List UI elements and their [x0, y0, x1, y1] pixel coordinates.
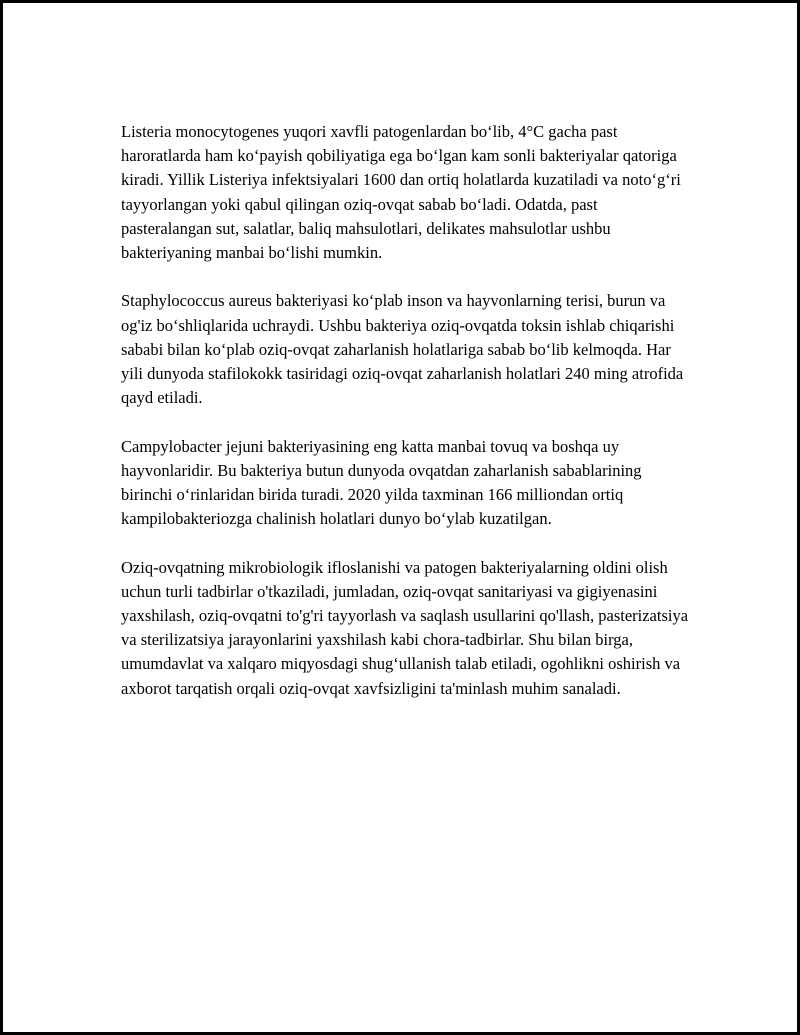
document-body [121, 120, 691, 725]
paragraph-campylobacter: Campylobacter jejuni bakteriyasining eng katta manbai tovuq va boshqa uy hayvonlaridir. Bu bakteriya butun dunyoda ovqatdan zaharlanish sabablarining birinchi o‘rinlaridan birida turadi. 2020 yilda taxminan 166 milliondan ortiq kampilobakteriozga chalinish holatlari dunyo bo‘ylab kuzatilgan. [121, 436, 642, 529]
paragraph-listeria: Listeria monocytogenes yuqori xavfli patogenlardan bo‘lib, 4°C gacha past haroratlarda ham ko‘payish qobiliyatiga ega bo‘lgan kam sonli bakteriyalar qatoriga kiradi. Yillik Listeriya infektsiyalari 1600 dan ortiq holatlarda kuzatiladi va noto‘g‘ri tayyorlangan yoki qabul qilingan oziq-ovqat sabab bo‘ladi. Odatda, past pasteralangan sut, salatlar, baliq mahsulotlari, delikates mahsulotlar ushbu bakteriyaning manbai bo‘lishi mumkin. [121, 122, 681, 263]
paragraph-prevention: Oziq-ovqatning mikrobiologik ifloslanishi va patogen bakteriyalarning oldini olish uchun turli tadbirlar o'tkaziladi, jumladan, oziq-ovqat sanitariyasi va gigiyenasini yaxshilash, oziq-ovqatni to'g'ri tayyorlash va saqlash usullarini qo'llash, pasterizatsiya va sterilizatsiya jarayonlarini yaxshilash kabi chora-tadbirlar. Shu bilan birga, umumdavlat va xalqaro miqyosdagi shug‘ullanish talab etiladi, ogohlikni oshirish va axborot tarqatish orqali oziq-ovqat xavfsizligini ta'minlash muhim sanaladi. [121, 557, 689, 698]
paragraph-staphylococcus: Staphylococcus aureus bakteriyasi ko‘plab inson va hayvonlarning terisi, burun va og'iz bo‘shliqlarida uchraydi. Ushbu bakteriya oziq-ovqatda toksin ishlab chiqarishi sababi bilan ko‘plab oziq-ovqat zaharlanish holatlariga sabab bo‘lib kelmoqda. Har yili dunyoda stafilokokk tasiridagi oziq-ovqat zaharlanish holatlari 240 ming atrofida qayd etiladi. [121, 291, 684, 408]
